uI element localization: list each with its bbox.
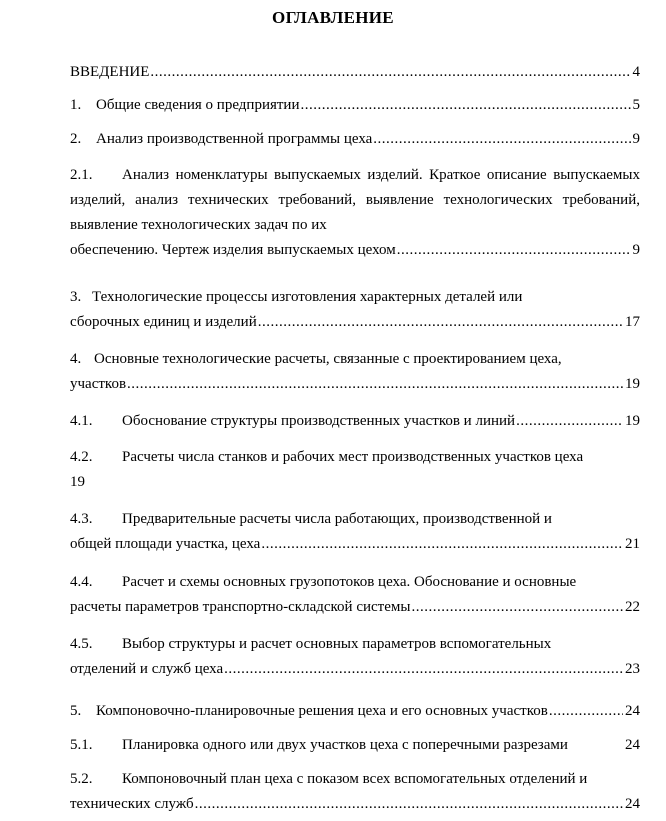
toc-entry-number: 4.3. xyxy=(70,511,93,527)
toc-entry-text: общей площади участка, цеха xyxy=(70,536,261,552)
toc-page-number: 24 xyxy=(625,737,640,753)
toc-page-number: 5 xyxy=(632,97,640,113)
toc-page-number: 17 xyxy=(625,314,640,330)
toc-entry-text: Основные технологические расчеты, связанные с проектированием цеха, xyxy=(94,351,562,367)
toc-page-number: 19 xyxy=(625,413,640,429)
toc-entry-number: 4.4. xyxy=(70,574,93,590)
toc-entry-introduction[interactable] xyxy=(70,60,640,85)
toc-entry-text: участков xyxy=(70,376,127,392)
toc-page-number: 24 xyxy=(625,796,640,812)
toc-entry-4-4[interactable] xyxy=(70,570,640,620)
toc-leader-dots xyxy=(373,127,630,152)
toc-entry-number: 4.5. xyxy=(70,636,93,652)
toc-entry-number: 1. xyxy=(70,97,82,113)
toc-page-number: 4 xyxy=(632,64,640,80)
toc-entry-text: Компоновочный план цеха с показом всех вспомогательных отделений и xyxy=(122,771,588,787)
toc-leader-dots xyxy=(397,238,631,263)
toc-page-number: 9 xyxy=(632,131,640,147)
toc-entry-text: обеспечению. Чертеж изделия выпускаемых цехом xyxy=(70,242,396,258)
toc-leader-dots xyxy=(195,792,623,817)
toc-leader-dots xyxy=(301,93,631,118)
toc-entry-number: 2.1. xyxy=(70,167,93,183)
toc-entry-text: сборочных единиц и изделий xyxy=(70,314,257,330)
toc-entry-5-2[interactable] xyxy=(70,767,640,817)
toc-entry-text: Расчеты числа станков и рабочих мест производственных участков цеха xyxy=(122,449,584,465)
toc-entry-4[interactable] xyxy=(70,347,640,397)
toc-entry-5[interactable] xyxy=(70,699,640,724)
toc-leader-dots xyxy=(549,699,623,724)
toc-entry-number: 2. xyxy=(70,131,82,147)
toc-leader-dots xyxy=(150,60,630,85)
toc-entry-text: Общие сведения о предприятии xyxy=(96,97,300,113)
toc-page-number: 24 xyxy=(625,703,640,719)
toc-entry-number: 4.1. xyxy=(70,413,93,429)
toc-entry-number: 5.1. xyxy=(70,737,93,753)
toc-entry-text: Технологические процессы изготовления характерных деталей или xyxy=(92,289,523,305)
toc-entry-text: Обоснование структуры производственных участков и линий xyxy=(122,413,516,429)
toc-leader-dots xyxy=(127,372,623,397)
toc-page-number: 9 xyxy=(632,242,640,258)
toc-entry-number: 4.2. xyxy=(70,449,93,465)
toc-page-number: 22 xyxy=(625,599,640,615)
toc-page-number: 21 xyxy=(625,536,640,552)
toc-entry-text: Предварительные расчеты числа работающих, производственной и xyxy=(122,511,552,527)
toc-entry-text: Выбор структуры и расчет основных параметров вспомогательных xyxy=(122,636,552,652)
toc-entry-text: Анализ производственной программы цеха xyxy=(96,131,373,147)
toc-entry-4-2[interactable] xyxy=(70,445,640,495)
toc-entry-4-3[interactable] xyxy=(70,507,640,557)
toc-entry-4-1[interactable] xyxy=(70,409,640,434)
toc-entry-5-1[interactable] xyxy=(70,733,640,758)
toc-entry-text: расчеты параметров транспортно-складской системы xyxy=(70,599,411,615)
toc-leader-dots xyxy=(411,595,623,620)
toc-entry-1[interactable] xyxy=(70,93,640,118)
page-title: ОГЛАВЛЕНИЕ xyxy=(272,8,394,27)
toc-entry-number: 5.2. xyxy=(70,771,93,787)
toc-entry-text: Расчет и схемы основных грузопотоков цеха. Обоснование и основные xyxy=(122,574,577,590)
toc-page-number: 19 xyxy=(625,376,640,392)
toc-entry-text: отделений и служб цеха xyxy=(70,661,224,677)
toc-entry-text: Анализ номенклатуры выпускаемых изделий. Краткое описание выпускаемых изделий, анализ технических требований, выявление технологических требований, выявление технологических задач по их xyxy=(70,167,640,233)
toc-page-number: 23 xyxy=(625,661,640,677)
toc-entry-2[interactable] xyxy=(70,127,640,152)
toc-entry-2-1[interactable] xyxy=(70,163,640,263)
toc-page-number: 19 xyxy=(70,474,85,490)
toc-entry-number: 3. xyxy=(70,289,82,305)
toc-entry-number: 4. xyxy=(70,351,82,367)
toc-entry-text: ВВЕДЕНИЕ xyxy=(70,64,150,80)
toc-leader-dots xyxy=(261,532,623,557)
toc-entry-3[interactable] xyxy=(70,285,640,335)
toc-leader-dots xyxy=(258,310,623,335)
toc-leader-dots xyxy=(224,657,623,682)
toc-entry-text: Компоновочно-планировочные решения цеха и его основных участков xyxy=(96,703,548,719)
toc-leader-dots xyxy=(516,409,623,434)
toc-entry-text: Планировка одного или двух участков цеха с поперечными разрезами xyxy=(122,737,568,753)
toc-entry-4-5[interactable] xyxy=(70,632,640,682)
toc-entry-text: технических служб xyxy=(70,796,194,812)
toc-entry-number: 5. xyxy=(70,703,82,719)
